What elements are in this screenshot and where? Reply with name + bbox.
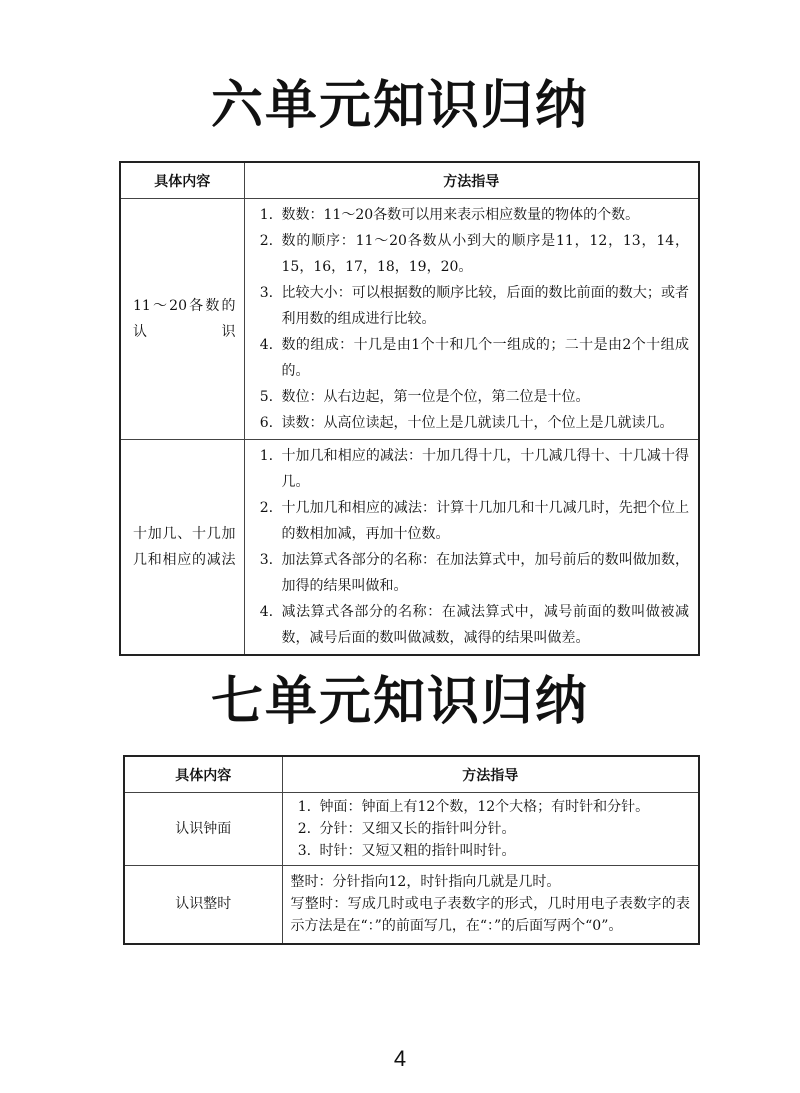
list-item: 3. 时针：又短又粗的指针叫时针。 (316, 840, 690, 862)
list-item: 6. 读数：从高位读起，十位上是几就读几十，个位上是几就读几。 (278, 410, 690, 436)
row-category: 十加几、十几加几和相应的减法 (120, 440, 244, 656)
table-row (120, 440, 699, 656)
row-method (282, 866, 699, 944)
header-content: 具体内容 (120, 162, 244, 199)
row-method (244, 199, 699, 440)
header-method: 方法指导 (244, 162, 699, 199)
table-row (120, 199, 699, 440)
unit6-title: 六单元知识归纳 (210, 76, 589, 136)
method-line: 整时：分针指向12，时针指向几就是几时。 (290, 874, 561, 891)
list-item: 1. 数数：11～20各数可以用来表示相应数量的物体的个数。 (278, 202, 690, 228)
list-item: 2. 分针：又细又长的指针叫分针。 (316, 818, 690, 840)
row-method (244, 440, 699, 656)
row-category: 认识钟面 (124, 793, 282, 866)
method-line: 写整时：写成几时或电子表数字的形式，几时用电子表数字的表示方法是在“：”的前面写几，在“：”的后面写两个“0”。 (290, 896, 690, 935)
table-header-row (124, 756, 699, 793)
unit7-title: 七单元知识归纳 (210, 672, 589, 732)
header-method: 方法指导 (282, 756, 699, 793)
list-item: 5. 数位：从右边起，第一位是个位，第二位是十位。 (278, 384, 690, 410)
header-content: 具体内容 (124, 756, 282, 793)
list-item: 4. 数的组成：十几是由1个十和几个一组成的；二十是由2个十组成的。 (278, 332, 690, 384)
list-item: 1. 十加几和相应的减法：十加几得十几，十几减几得十、十几减十得几。 (278, 443, 690, 495)
table-header-row (120, 162, 699, 199)
row-method (282, 793, 699, 866)
unit6-table (119, 161, 700, 656)
page-number: 4 (393, 1046, 407, 1071)
row-category: 11～20各数的认识 (120, 199, 244, 440)
row-category: 认识整时 (124, 866, 282, 944)
unit7-table (123, 755, 700, 945)
list-item: 1. 钟面：钟面上有12个数，12个大格；有时针和分针。 (316, 796, 690, 818)
list-item: 3. 加法算式各部分的名称：在加法算式中，加号前后的数叫做加数，加得的结果叫做和。 (278, 547, 690, 599)
table-row (124, 866, 699, 944)
list-item: 4. 减法算式各部分的名称：在减法算式中，减号前面的数叫做被减数，减号后面的数叫做减数，减得的结果叫做差。 (278, 599, 690, 651)
table-row (124, 793, 699, 866)
list-item: 2. 十几加几和相应的减法：计算十几加几和十几减几时，先把个位上的数相加减，再加十位数。 (278, 495, 690, 547)
list-item: 2. 数的顺序：11～20各数从小到大的顺序是11，12，13，14，15，16，17，18，19，20。 (278, 228, 690, 280)
list-item: 3. 比较大小：可以根据数的顺序比较，后面的数比前面的数大；或者利用数的组成进行比较。 (278, 280, 690, 332)
